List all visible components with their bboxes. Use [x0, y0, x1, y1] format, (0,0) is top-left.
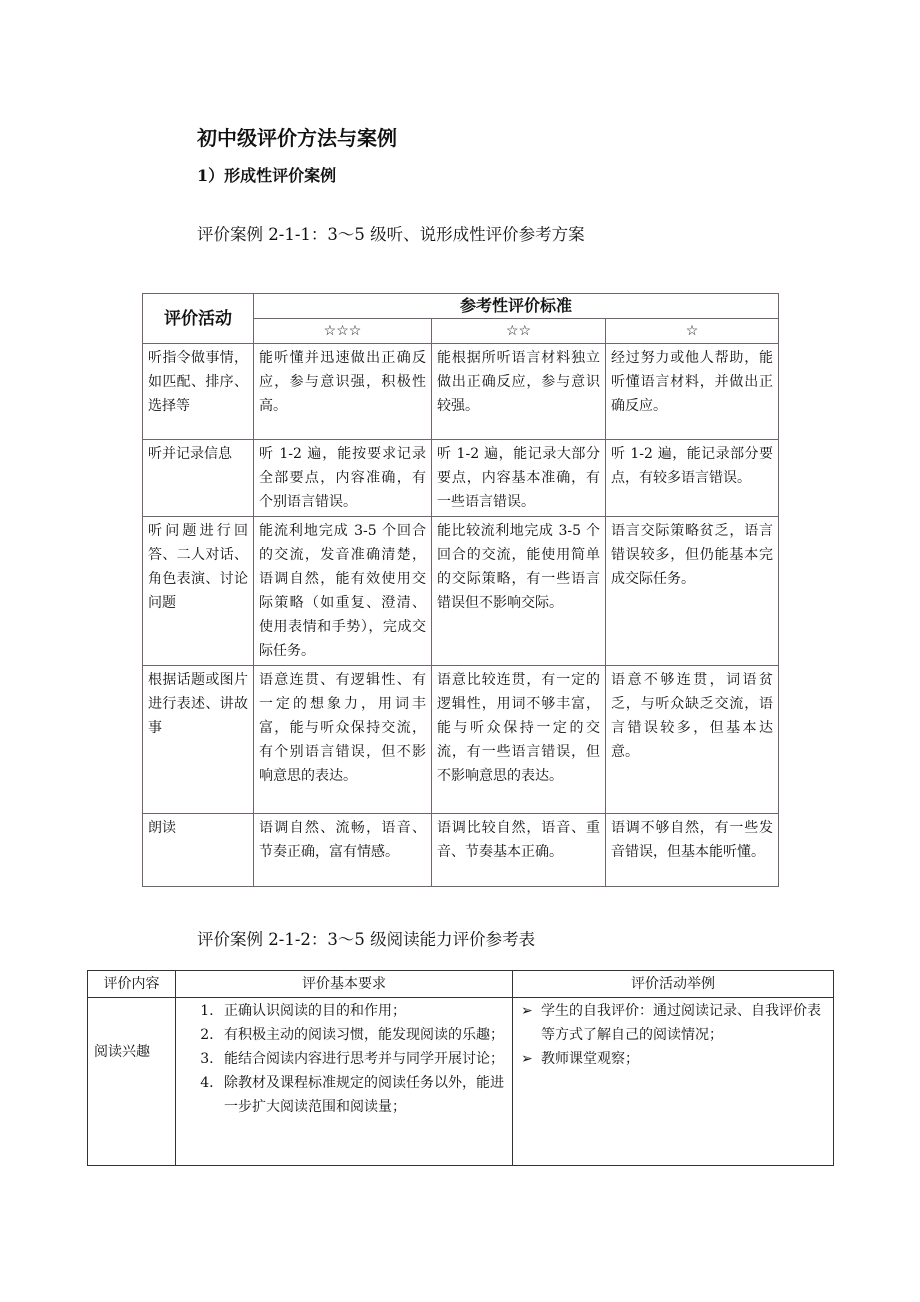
case1-caption: 评价案例 2-1-1：3～5 级听、说形成性评价参考方案 — [197, 225, 585, 244]
page-title: 初中级评价方法与案例 — [197, 126, 397, 150]
header-content: 评价内容 — [88, 971, 176, 998]
two-star-cell: 能比较流利地完成 3-5 个回合的交流，能使用简单的交际策略，有一些语言错误但不影响交际。 — [432, 517, 606, 666]
table-row — [88, 998, 834, 1166]
header-activities: 评价活动举例 — [513, 971, 834, 998]
requirement-item: 3. 能结合阅读内容进行思考并与同学开展讨论； — [218, 1047, 506, 1071]
two-star-cell: 能根据所听语言材料独立做出正确反应，参与意识较强。 — [432, 344, 606, 440]
activity-cell: 根据话题或图片进行表述、讲故事 — [143, 666, 254, 814]
content-cell: 阅读兴趣 — [88, 998, 176, 1166]
one-star-cell: 语调不够自然，有一些发音错误，但基本能听懂。 — [606, 814, 779, 887]
three-star-cell: 能听懂并迅速做出正确反应，参与意识强，积极性高。 — [254, 344, 432, 440]
requirement-item: 4. 除教材及课程标准规定的阅读任务以外，能进一步扩大阅读范围和阅读量； — [218, 1071, 506, 1119]
table-row — [143, 440, 779, 517]
header-standard: 参考性评价标准 — [254, 294, 779, 319]
one-star-cell: 语言交际策略贫乏，语言错误较多，但仍能基本完成交际任务。 — [606, 517, 779, 666]
activities-cell — [513, 998, 834, 1166]
activity-item: ➢ 学生的自我评价：通过阅读记录、自我评价表等方式了解自己的阅读情况； — [541, 999, 827, 1047]
header-three-stars: ☆☆☆ — [254, 319, 432, 344]
requirement-item: 1. 正确认识阅读的目的和作用； — [218, 999, 506, 1023]
three-star-cell: 能流利地完成 3-5 个回合的交流，发音准确清楚，语调自然，能有效使用交际策略（如重复、澄清、使用表情和手势），完成交际任务。 — [254, 517, 432, 666]
activity-cell: 朗读 — [143, 814, 254, 887]
activity-cell: 听并记录信息 — [143, 440, 254, 517]
table-row — [143, 517, 779, 666]
two-star-cell: 语意比较连贯，有一定的逻辑性，用词不够丰富，能与听众保持一定的交流，有一些语言错误，但不影响意思的表达。 — [432, 666, 606, 814]
three-star-cell: 听 1-2 遍，能按要求记录全部要点，内容准确，有个别语言错误。 — [254, 440, 432, 517]
table-row — [143, 814, 779, 887]
one-star-cell: 经过努力或他人帮助，能听懂语言材料，并做出正确反应。 — [606, 344, 779, 440]
one-star-cell: 语意不够连贯，词语贫乏，与听众缺乏交流，语言错误较多，但基本达意。 — [606, 666, 779, 814]
header-two-stars: ☆☆ — [432, 319, 606, 344]
three-star-cell: 语调自然、流畅，语音、节奏正确，富有情感。 — [254, 814, 432, 887]
reading-ability-table — [87, 970, 834, 1166]
listening-speaking-table — [142, 293, 779, 887]
section-heading: 1）形成性评价案例 — [197, 166, 337, 185]
activity-item: ➢ 教师课堂观察； — [541, 1047, 827, 1071]
requirement-item: 2. 有积极主动的阅读习惯，能发现阅读的乐趣； — [218, 1023, 506, 1047]
header-one-star: ☆ — [606, 319, 779, 344]
table-row — [143, 666, 779, 814]
two-star-cell: 语调比较自然，语音、重音、节奏基本正确。 — [432, 814, 606, 887]
requirements-cell — [176, 998, 513, 1166]
case2-caption: 评价案例 2-1-2：3～5 级阅读能力评价参考表 — [197, 930, 536, 949]
header-activity: 评价活动 — [143, 294, 254, 344]
one-star-cell: 听 1-2 遍，能记录部分要点，有较多语言错误。 — [606, 440, 779, 517]
two-star-cell: 听 1-2 遍，能记录大部分要点，内容基本准确，有一些语言错误。 — [432, 440, 606, 517]
three-star-cell: 语意连贯、有逻辑性、有一定的想象力，用词丰富，能与听众保持交流，有个别语言错误，但不影响意思的表达。 — [254, 666, 432, 814]
header-requirements: 评价基本要求 — [176, 971, 513, 998]
table-row — [143, 344, 779, 440]
activity-cell: 听问题进行回答、二人对话、角色表演、讨论问题 — [143, 517, 254, 666]
activity-cell: 听指令做事情，如匹配、排序、选择等 — [143, 344, 254, 440]
